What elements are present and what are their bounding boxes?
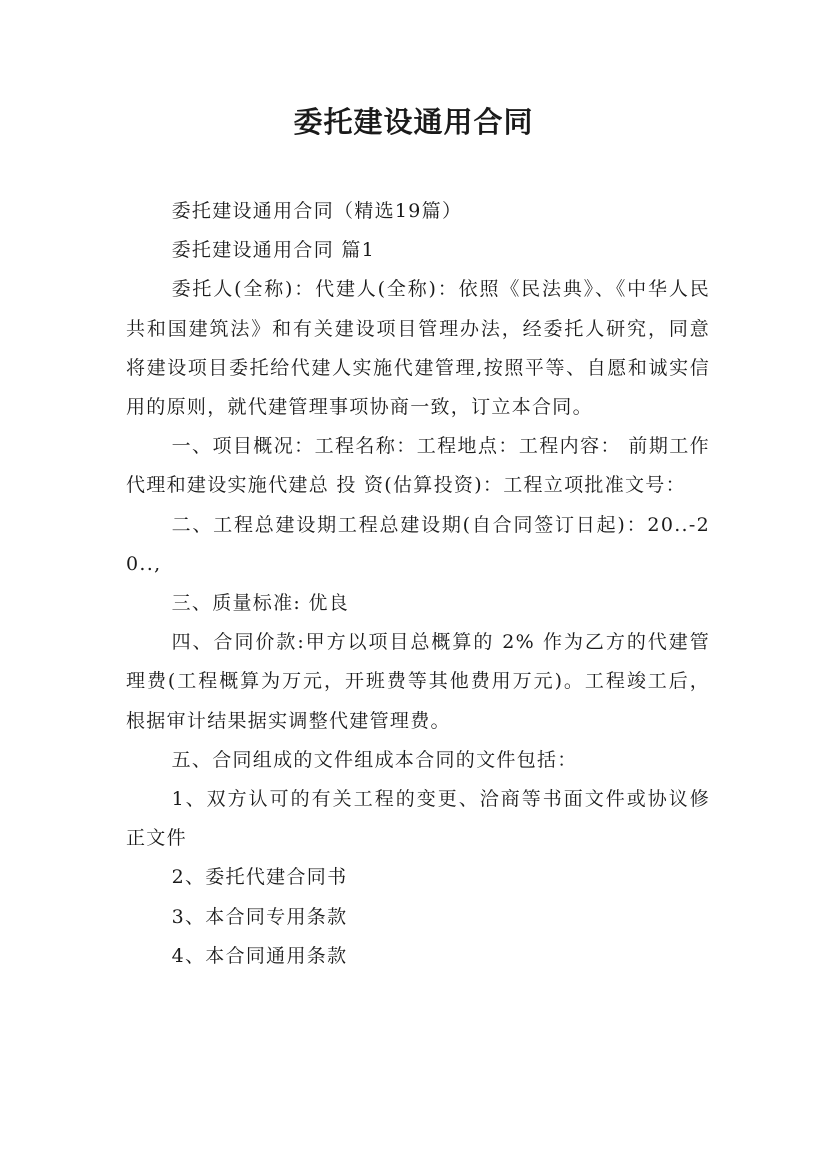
paragraph-contract-documents: 五、合同组成的文件组成本合同的文件包括： (171, 748, 578, 771)
paragraph-parties: 委托人(全称)：代建人(全称)：依照《民法典》、《中华人民共和国建筑法》和有关建设项目管理办法，经委托人研究，同意将建设项目委托给代建人实施代建管理,按照平等、自愿和诚实信用的原则，就代建管理事项协商一致，订立本合同。 (126, 278, 710, 419)
document-title: 委托建设通用合同 (293, 105, 534, 139)
list-item-document-3: 3、本合同专用条款 (171, 905, 348, 928)
paragraph-contract-price: 四、合同价款:甲方以项目总概算的 2% 作为乙方的代建管理费(工程概算为万元，开班费等其他费用万元)。工程竣工后，根据审计结果据实调整代建管理费。 (126, 631, 710, 732)
paragraph-subtitle: 委托建设通用合同（精选19篇） (171, 200, 463, 222)
document-body (126, 192, 710, 976)
paragraph-construction-period: 二、工程总建设期工程总建设期(自合同签订日起)：20..-20.., (126, 513, 710, 575)
list-item-document-4: 4、本合同通用条款 (171, 944, 348, 967)
list-item-document-2: 2、委托代建合同书 (171, 866, 348, 889)
paragraph-section-heading: 委托建设通用合同 篇1 (171, 239, 376, 262)
paragraph-project-overview: 一、项目概况：工程名称：工程地点：工程内容： 前期工作代理和建设实施代建总 投 资(估算投资)：工程立项批准文号： (126, 435, 710, 497)
list-item-document-1: 1、双方认可的有关工程的变更、洽商等书面文件或协议修正文件 (126, 788, 710, 850)
paragraph-quality-standard: 三、质量标准: 优良 (171, 592, 350, 615)
